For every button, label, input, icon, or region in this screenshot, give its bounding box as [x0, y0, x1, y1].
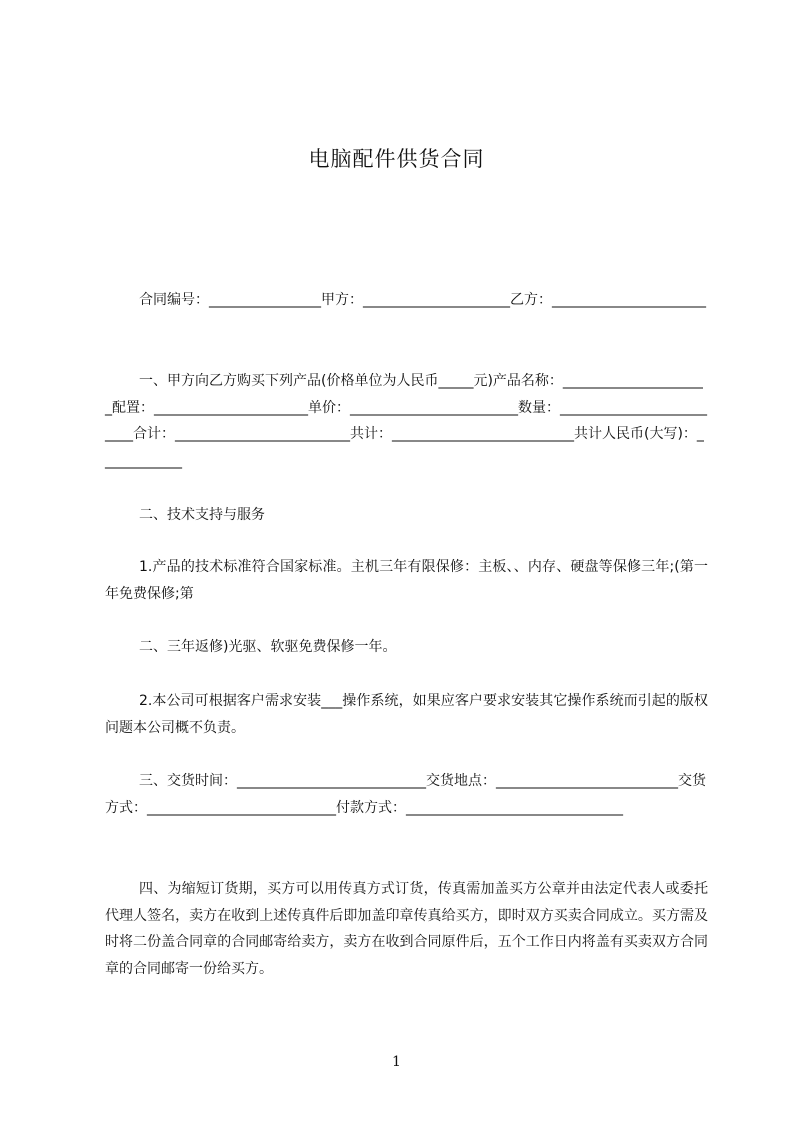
section-2-title: 二、技术支持与服务 [139, 507, 265, 523]
section-2-item-1-continued: 二、三年返修)光驱、软驱免费保修一年。 [139, 639, 397, 655]
contract-parties-line: 合同编号：________________甲方：_____________________乙方：______________________ [139, 292, 706, 308]
document-title: 电脑配件供货合同 [308, 147, 485, 171]
section-1-products: 一、甲方向乙方购买下列产品(价格单位为人民币_____元)产品名称：_____________________配置：______________________单价：________________________数量：_________________________合计：_________________________共计：__________________________共计人民币(大写)：____________ [105, 373, 707, 469]
section-2-item-2: 2.本公司可根据客户需求安装___操作系统，如果应客户要求安装其它操作系统而引起的版权问题本公司概不负责。 [105, 693, 708, 736]
page-number: 1 [392, 1054, 401, 1070]
section-2-item-1: 1.产品的技术标准符合国家标准。主机三年有限保修：主板、、内存、硬盘等保修三年;(第一年免费保修;第 [105, 559, 708, 602]
section-3-delivery: 三、交货时间：___________________________交货地点：__________________________交货方式：___________________________付款方式：_______________________________ [105, 773, 706, 816]
section-4-fax-orders: 四、为缩短订货期，买方可以用传真方式订货，传真需加盖买方公章并由法定代表人或委托代理人签名，卖方在收到上述传真件后即加盖印章传真给买方，即时双方买卖合同成立。买方需及时将二份盖合同章的合同邮寄给卖方，卖方在收到合同原件后，五个工作日内将盖有买卖双方合同章的合同邮寄一份给买方。 [105, 881, 708, 977]
